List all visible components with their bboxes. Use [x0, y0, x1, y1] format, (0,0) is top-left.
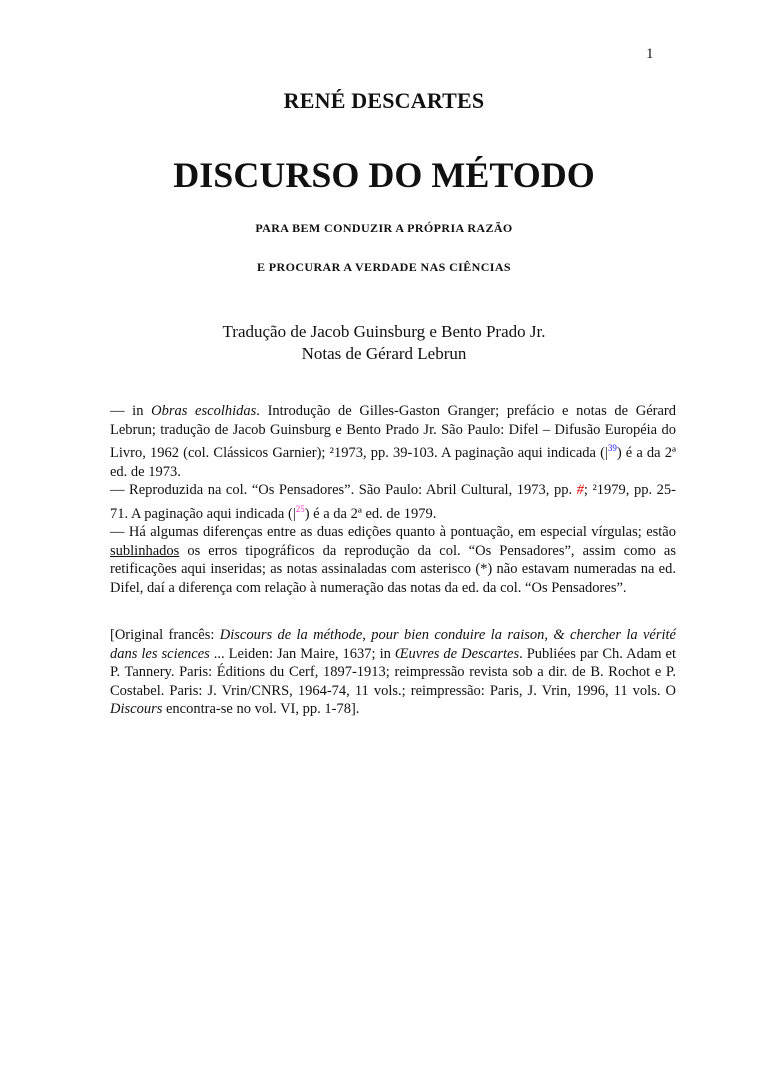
note2-text: — Reproduzida na col. “Os Pensadores”. São Paulo: Abril Cultural, 1973, pp.	[110, 482, 577, 499]
page-title: DISCURSO DO MÉTODO	[173, 155, 595, 195]
edition-notes	[110, 402, 676, 598]
note1-text: . Introdução de Gilles-Gaston Granger; prefácio e notas de Gérard Lebrun; tradução de Jacob Guinsburg e Bento Prado Jr. São Paulo: Difel – Difusão Européia do Livro, 1962 (col. Clássicos Garnier); ²1973, pp. 39-103. A paginação aqui indicada (	[110, 403, 676, 462]
page-number: 1	[646, 46, 654, 62]
credits-block	[0, 321, 768, 365]
translation-credit: Tradução de Jacob Guinsburg e Bento Prado Jr.	[222, 322, 546, 341]
note2-hash-link[interactable]: #	[576, 482, 584, 499]
original-oeuvres: Œuvres de Descartes	[394, 645, 520, 662]
note1-bracket: |	[604, 445, 608, 462]
original-paragraph	[110, 626, 676, 719]
original-discours: Discours	[110, 701, 163, 718]
note1-prefix: — in	[110, 403, 152, 419]
note3-text: — Há algumas diferenças entre as duas edições quanto à pontuação, em especial vírgulas; estão	[110, 524, 676, 541]
original-reference	[110, 626, 676, 719]
original-text-2: . Publiées par Ch. Adam et P. Tannery. Paris: Éditions du Cerf, 1897-1913; reimpressão revista sob a dir. de B. Rochot e P. Costabel. Paris: J. Vrin/CNRS, 1964-74, 11 vols.; reimpressão: Paris, J. Vrin, 1996, 11 vols. O	[110, 645, 677, 699]
original-text-1: ... Leiden: Jan Maire, 1637; in	[209, 645, 395, 662]
note2-bracket: |	[292, 505, 296, 522]
note1-suffix: ) é a da 2ª ed. de 1973.	[110, 445, 676, 480]
original-work-title: Discours de la méthode, pour bien conduire la raison, & chercher la vérité dans les sciences	[110, 627, 676, 662]
note1-work: Obras escolhidas	[151, 403, 257, 419]
original-intro: [Original francês:	[110, 627, 220, 643]
edition-note-2	[110, 481, 676, 523]
note3-underlined: sublinhados	[110, 542, 180, 559]
note1-ref-mark: 39	[607, 443, 617, 454]
note2-text2: ; ²1979, pp. 25-71. A paginação aqui indicada (	[110, 482, 676, 522]
edition-note-1	[110, 402, 676, 481]
subtitle-line-2: E PROCURAR A VERDADE NAS CIÊNCIAS	[256, 260, 511, 274]
edition-note-3	[110, 523, 676, 597]
note3-text2: os erros tipográficos da reprodução da col. “Os Pensadores”, assim como as retificações aqui inseridas; as notas assinaladas com asterisco (*) não estavam numeradas na ed. Difel, daí a diferença com relação à numeração das notas da ed. da col. “Os Pensadores”.	[110, 542, 676, 596]
subtitle-line-1: PARA BEM CONDUZIR A PRÓPRIA RAZÃO	[255, 221, 513, 235]
original-text-3: encontra-se no vol. VI, pp. 1-78].	[162, 701, 360, 718]
notes-credit: Notas de Gérard Lebrun	[301, 344, 467, 363]
note2-suffix: ) é a da 2ª ed. de 1979.	[304, 505, 437, 522]
author-heading: RENÉ DESCARTES	[283, 88, 485, 113]
note2-ref-mark: 25	[295, 503, 305, 514]
